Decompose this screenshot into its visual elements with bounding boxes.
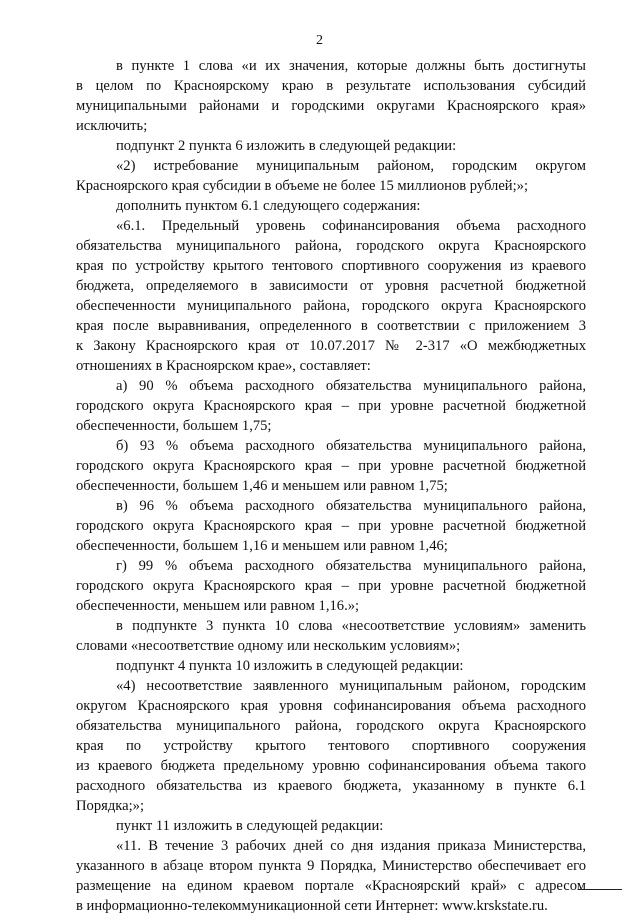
text-line: бюджета, определяемого в зависимости от уровня расчетной бюджетной — [76, 278, 586, 294]
text-line: обеспеченности, меньшем или равном 1,16.»; — [76, 598, 360, 614]
text-line: а) 90 % объема расходного обязательства муниципального района, — [116, 378, 586, 394]
text-line: округом Красноярского края уровня софинансирования объема расходного — [76, 698, 586, 714]
text-line: обеспеченности муниципального района, городского округа Красноярского — [76, 298, 586, 314]
text-line: края по устройству крытого тентового спортивного сооружения — [76, 738, 586, 754]
text-line: подпункт 4 пункта 10 изложить в следующей редакции: — [116, 658, 464, 674]
text-line: к Закону Красноярского края от 10.07.2017 № 2-317 «О межбюджетных — [76, 338, 586, 354]
text-line: отношениях в Красноярском крае», составляет: — [76, 358, 371, 374]
footer-rule — [578, 889, 622, 890]
text-line: исключить; — [76, 118, 148, 134]
text-line: городского округа Красноярского края – при уровне расчетной бюджетной — [76, 578, 586, 594]
text-line: обеспеченности, большем 1,46 и меньшем или равном 1,75; — [76, 478, 448, 494]
text-line: Красноярского края субсидии в объеме не более 15 миллионов рублей;»; — [76, 178, 529, 194]
text-line: «4) несоответствие заявленного муниципальным районом, городским — [116, 678, 586, 694]
text-line: б) 93 % объема расходного обязательства муниципального района, — [116, 438, 586, 454]
text-line: «2) истребование муниципальным районом, городским округом — [116, 158, 586, 174]
page-number: 2 — [316, 33, 323, 48]
text-line: размещение на едином краевом портале «Красноярский край» с адресом — [76, 878, 586, 894]
text-line: «6.1. Предельный уровень софинансирования объема расходного — [116, 218, 586, 234]
text-line: в пункте 1 слова «и их значения, которые должны быть достигнуты — [116, 58, 586, 74]
text-line: обеспеченности, большем 1,75; — [76, 418, 272, 434]
text-line: городского округа Красноярского края – при уровне расчетной бюджетной — [76, 398, 586, 414]
text-line: «11. В течение 3 рабочих дней со дня издания приказа Министерства, — [116, 838, 586, 854]
text-line: в целом по Красноярскому краю в результате использования субсидий — [76, 78, 586, 94]
text-line: в) 96 % объема расходного обязательства муниципального района, — [116, 498, 586, 514]
text-line: расходного обязательства из краевого бюджета, указанному в пункте 6.1 — [76, 778, 586, 794]
text-line: г) 99 % объема расходного обязательства муниципального района, — [116, 558, 586, 574]
text-line: городского округа Красноярского края – при уровне расчетной бюджетной — [76, 458, 586, 474]
text-line: обязательства муниципального района, городского округа Красноярского — [76, 238, 586, 254]
text-line: дополнить пунктом 6.1 следующего содержания: — [116, 198, 421, 214]
text-line: обеспеченности, большем 1,16 и меньшем или равном 1,46; — [76, 538, 448, 554]
text-line: указанного в абзаце втором пункта 9 Порядка, Министерство обеспечивает его — [76, 858, 586, 874]
text-line: края после выравнивания, определенного в соответствии с приложением 3 — [76, 318, 586, 334]
text-line: городского округа Красноярского края – при уровне расчетной бюджетной — [76, 518, 586, 534]
text-line: пункт 11 изложить в следующей редакции: — [116, 818, 384, 834]
text-line: подпункт 2 пункта 6 изложить в следующей редакции: — [116, 138, 457, 154]
text-line: из краевого бюджета предельному уровню софинансирования объема такого — [76, 758, 586, 774]
text-line: в подпункте 3 пункта 10 слова «несоответствие условиям» заменить — [116, 618, 586, 634]
text-line: в информационно-телекоммуникационной сети Интернет: www.krskstate.ru. — [76, 898, 548, 914]
text-line: словами «несоответствие одному или нескольким условиям»; — [76, 638, 461, 654]
text-line: Порядка;»; — [76, 798, 145, 814]
document-body — [76, 56, 586, 916]
text-line: муниципальными районами и городскими округами Красноярского края» — [76, 98, 586, 114]
text-line: края по устройству крытого тентового спортивного сооружения из краевого — [76, 258, 586, 274]
text-line: обязательства муниципального района, городского округа Красноярского — [76, 718, 586, 734]
